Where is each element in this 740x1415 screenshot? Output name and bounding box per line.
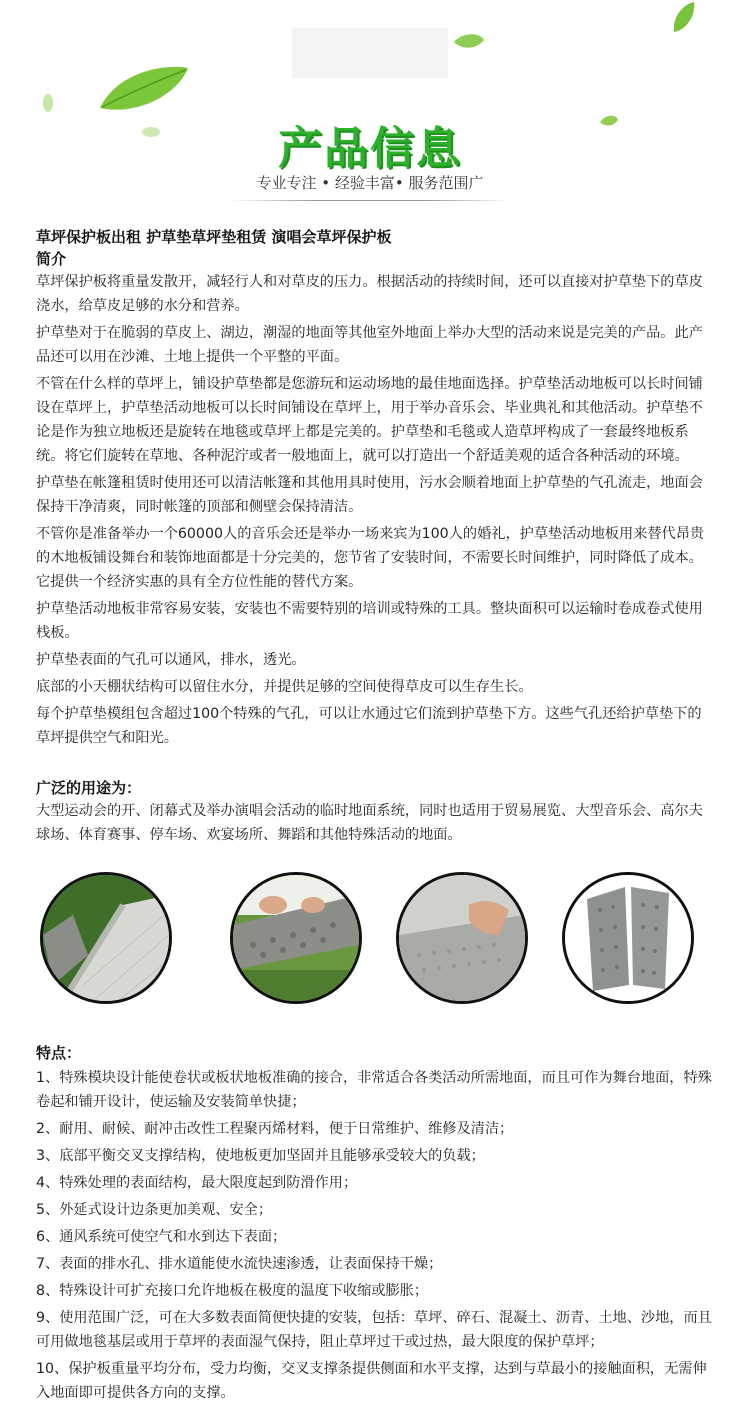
product-photos [40, 872, 710, 1002]
feature-item: 3、底部平衡交叉支撑结构，使地板更加坚固并且能够承受较大的负载； [36, 1148, 485, 1164]
leaf-icon [668, 0, 698, 34]
page-title: 产品信息 [278, 123, 462, 174]
feature-item: 8、特殊设计可扩充接口允许地板在极度的温度下收缩或膨胀； [36, 1283, 429, 1299]
divider [230, 200, 510, 201]
paragraph: 护草垫活动地板非常容易安装，安装也不需要特别的培训或特殊的工具。整块面积可以运输时卷成卷式使用栈板。 [36, 601, 703, 641]
header-banner [0, 0, 740, 215]
feature-item: 9、使用范围广泛，可在大多数表面简便快捷的安装，包括：草坪、碎石、混凝土、沥青、土地、沙地，而且可用做地毯基层或用于草坪的表面湿气保持，阻止草坪过干或过热，最大限度的保护草坪； [36, 1310, 712, 1350]
paragraph: 护草垫对于在脆弱的草皮上、湖边，潮湿的地面等其他室外地面上举办大型的活动来说是完美的产品。此产品还可以用在沙滩、土地上提供一个平整的平面。 [36, 325, 703, 365]
paragraph: 不管在什么样的草坪上，铺设护草垫都是您游玩和运动场地的最佳地面选择。护草垫活动地板可以长时间铺设在草坪上，护草垫活动地板可以长时间铺设在草坪上，用于举办音乐会、毕业典礼和其他活动。护草垫不论是作为独立地板还是旋转在地毯或草坪上都是完美的。护草垫和毛毯或人造草坪构成了一套最终地板系统。将它们旋转在草地、各种泥泞或者一般地面上，就可以打造出一个舒适美观的适合各种活动的环境。 [36, 376, 703, 464]
paragraph: 草坪保护板将重量发散开，减轻行人和对草皮的压力。根据活动的持续时间，还可以直接对护草垫下的草皮浇水，给草皮足够的水分和营养。 [36, 274, 703, 314]
uses-text: 大型运动会的开、闭幕式及举办演唱会活动的临时地面系统，同时也适用于贸易展览、大型音乐会、高尔夫球场、体育赛事、停车场、欢宴场所、舞蹈和其他特殊活动的地面。 [36, 803, 703, 843]
paragraph: 底部的小天棚状结构可以留住水分，并提供足够的空间使得草皮可以生存生长。 [36, 679, 533, 695]
feature-item: 10、保护板重量平均分布，受力均衡，交叉支撑条提供侧面和水平支撑，达到与草最小的接触面积，无需伸入地面即可提供各方向的支撑。 [36, 1361, 707, 1401]
product-photo-gray-mat [396, 872, 528, 1004]
leaf-icon [452, 32, 486, 52]
product-photo-rolled-mat [230, 872, 362, 1004]
page-subtitle: 专业专注 • 经验丰富• 服务范围广 [256, 174, 484, 192]
feature-item: 6、通风系统可使空气和水到达下表面； [36, 1229, 287, 1245]
uses-label: 广泛的用途为： [36, 779, 142, 797]
features-label: 特点： [36, 1044, 82, 1062]
feature-item: 2、耐用、耐候、耐冲击改性工程聚丙烯材料，便于日常维护、维修及清洁； [36, 1121, 514, 1137]
paragraph: 护草垫表面的气孔可以通风，排水，透光。 [36, 652, 306, 668]
intro-label: 简介 [36, 250, 67, 268]
paragraph: 不管你是准备举办一个60000人的音乐会还是举办一场来宾为100人的婚礼，护草垫活动地板用来替代昂贵的木地板铺设舞台和装饰地面都是十分完美的，您节省了安装时间，不需要长时间维护，同时降低了成本。它提供一个经济实惠的具有全方位性能的替代方案。 [36, 526, 705, 590]
product-photo-mat-panels [562, 872, 694, 1004]
leaf-icon [98, 64, 190, 114]
feature-item: 5、外延式设计边条更加美观、安全； [36, 1202, 273, 1218]
product-photo-grass-edge [40, 872, 172, 1004]
article-heading: 草坪保护板出租 护草垫草坪垫租赁 演唱会草坪保护板 [36, 228, 392, 246]
feature-item: 1、特殊模块设计能使卷状或板状地板准确的接合，非常适合各类活动所需地面，而且可作为舞台地面，特殊卷起和铺开设计，使运输及安装简单快捷； [36, 1070, 712, 1110]
paragraph: 每个护草垫模组包含超过100个特殊的气孔，可以让水通过它们流到护草垫下方。这些气孔还给护草垫下的草坪提供空气和阳光。 [36, 706, 702, 746]
article [36, 226, 712, 850]
paragraph: 护草垫在帐篷租赁时使用还可以清洁帐篷和其他用具时使用，污水会顺着地面上护草垫的气孔流走，地面会保持干净清爽，同时帐篷的顶部和侧壁会保持清洁。 [36, 475, 703, 515]
features-section [36, 1042, 712, 1408]
feature-item: 7、表面的排水孔、排水道能使水流快速渗透，让表面保持干燥； [36, 1256, 443, 1272]
feature-item: 4、特殊处理的表面结构，最大限度起到防滑作用； [36, 1175, 358, 1191]
placeholder-box [292, 28, 448, 78]
leaf-icon-small [40, 92, 56, 114]
